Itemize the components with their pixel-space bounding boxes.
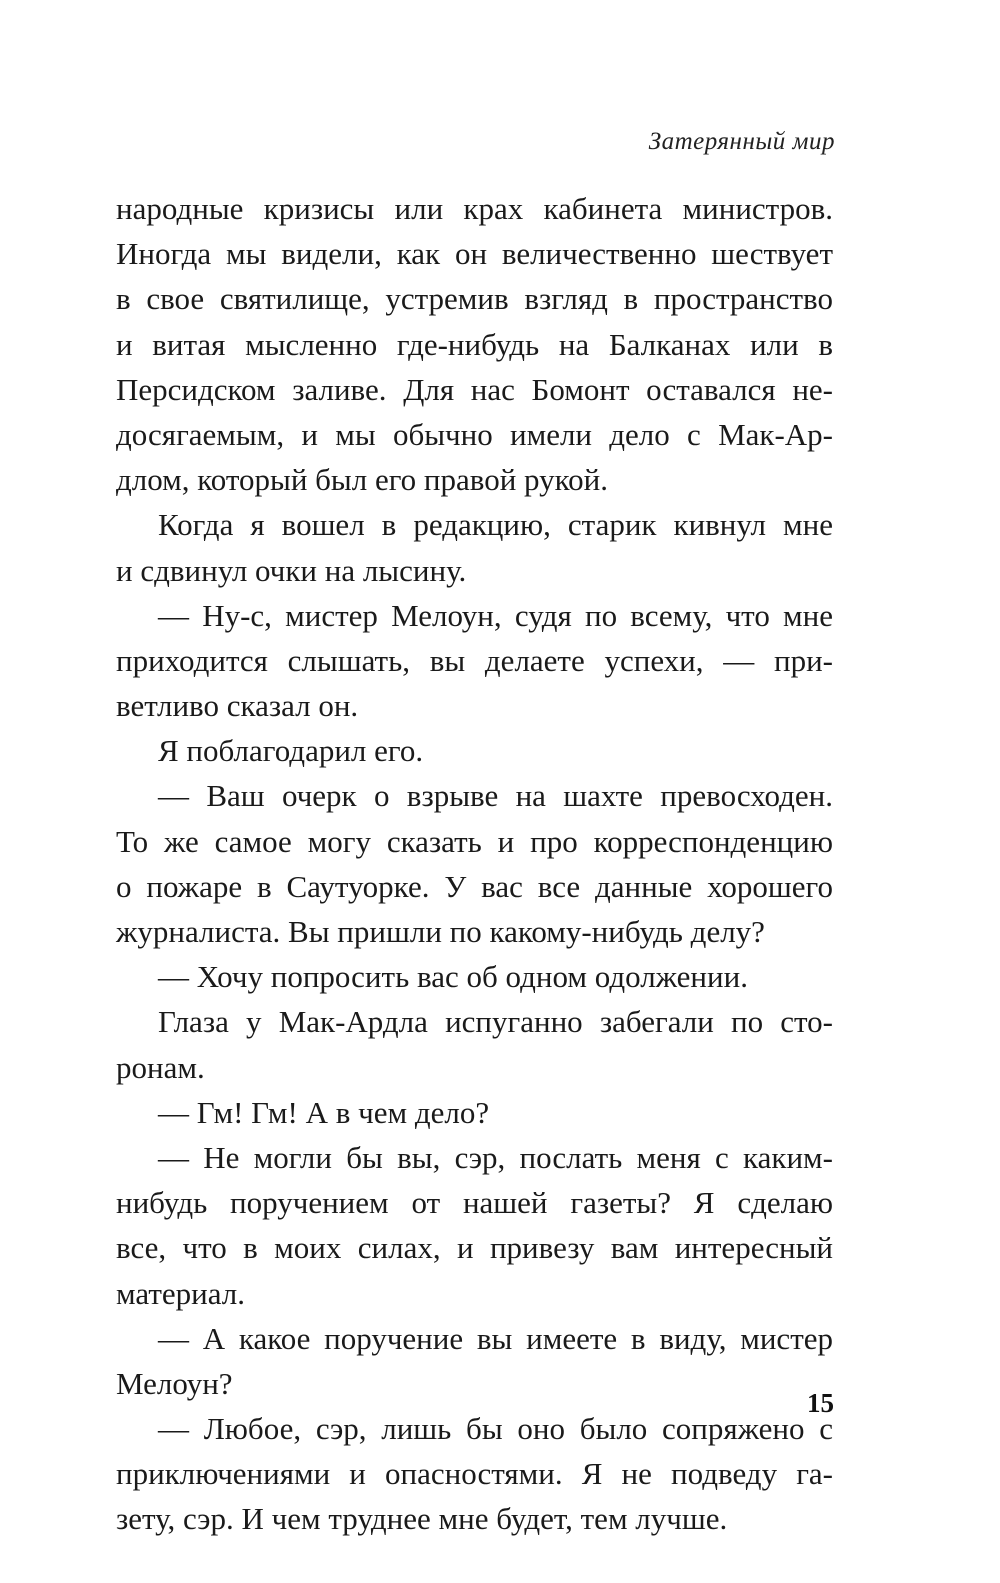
text-line: и витая мысленно где-нибудь на Балканах или в bbox=[116, 326, 833, 362]
text-line: Мелоун? bbox=[116, 1365, 233, 1401]
page-number: 15 bbox=[807, 1388, 834, 1418]
text-line: о пожаре в Саутуорке. У вас все данные хорошего bbox=[116, 868, 833, 904]
body-text bbox=[116, 186, 833, 1542]
text-line: приходится слышать, вы делаете успехи, — при- bbox=[116, 642, 833, 678]
text-line: нибудь поручением от нашей газеты? Я сделаю bbox=[116, 1185, 833, 1221]
text-line: Когда я вошел в редакцию, старик кивнул мне bbox=[158, 507, 833, 543]
text-line: Иногда мы видели, как он величественно шествует bbox=[116, 236, 833, 272]
text-line: приключениями и опасностями. Я не подведу га- bbox=[116, 1456, 833, 1492]
text-line: в свое святилище, устремив взгляд в пространство bbox=[116, 281, 833, 317]
text-line: Персидском заливе. Для нас Бомонт оставался не- bbox=[116, 371, 833, 407]
text-line: народные кризисы или крах кабинета министров. bbox=[116, 191, 833, 226]
text-line: — Ну-с, мистер Мелоун, судя по всему, что мне bbox=[158, 597, 833, 633]
text-line: — А какое поручение вы имеете в виду, мистер bbox=[158, 1320, 833, 1356]
text-line: журналиста. Вы пришли по какому-нибудь делу? bbox=[116, 914, 765, 949]
running-title: Затерянный мир bbox=[648, 128, 835, 155]
text-line: досягаемым, и мы обычно имели дело с Мак-Ар- bbox=[116, 416, 833, 452]
text-line: материал. bbox=[116, 1275, 246, 1311]
text-line: Я поблагодарил его. bbox=[158, 733, 424, 769]
text-line: ветливо сказал он. bbox=[116, 688, 359, 724]
text-line: То же самое могу сказать и про корреспонденцию bbox=[116, 823, 833, 859]
text-line: зету, сэр. И чем труднее мне будет, тем лучше. bbox=[116, 1501, 728, 1537]
text-line: — Не могли бы вы, сэр, послать меня с каким- bbox=[158, 1139, 833, 1175]
text-line: длом, который был его правой рукой. bbox=[116, 462, 608, 498]
text-line: Глаза у Мак-Ардла испуганно забегали по сто- bbox=[158, 1004, 833, 1040]
text-line: — Ваш очерк о взрыве на шахте превосходен. bbox=[158, 778, 833, 814]
text-line: все, что в моих силах, и привезу вам интересный bbox=[116, 1230, 833, 1266]
text-line: — Хочу попросить вас об одном одолжении. bbox=[158, 959, 748, 995]
text-line: ронам. bbox=[116, 1049, 205, 1085]
text-line: и сдвинул очки на лысину. bbox=[116, 552, 467, 588]
text-line: — Любое, сэр, лишь бы оно было сопряжено с bbox=[158, 1411, 833, 1447]
text-line: — Гм! Гм! А в чем дело? bbox=[158, 1094, 490, 1130]
